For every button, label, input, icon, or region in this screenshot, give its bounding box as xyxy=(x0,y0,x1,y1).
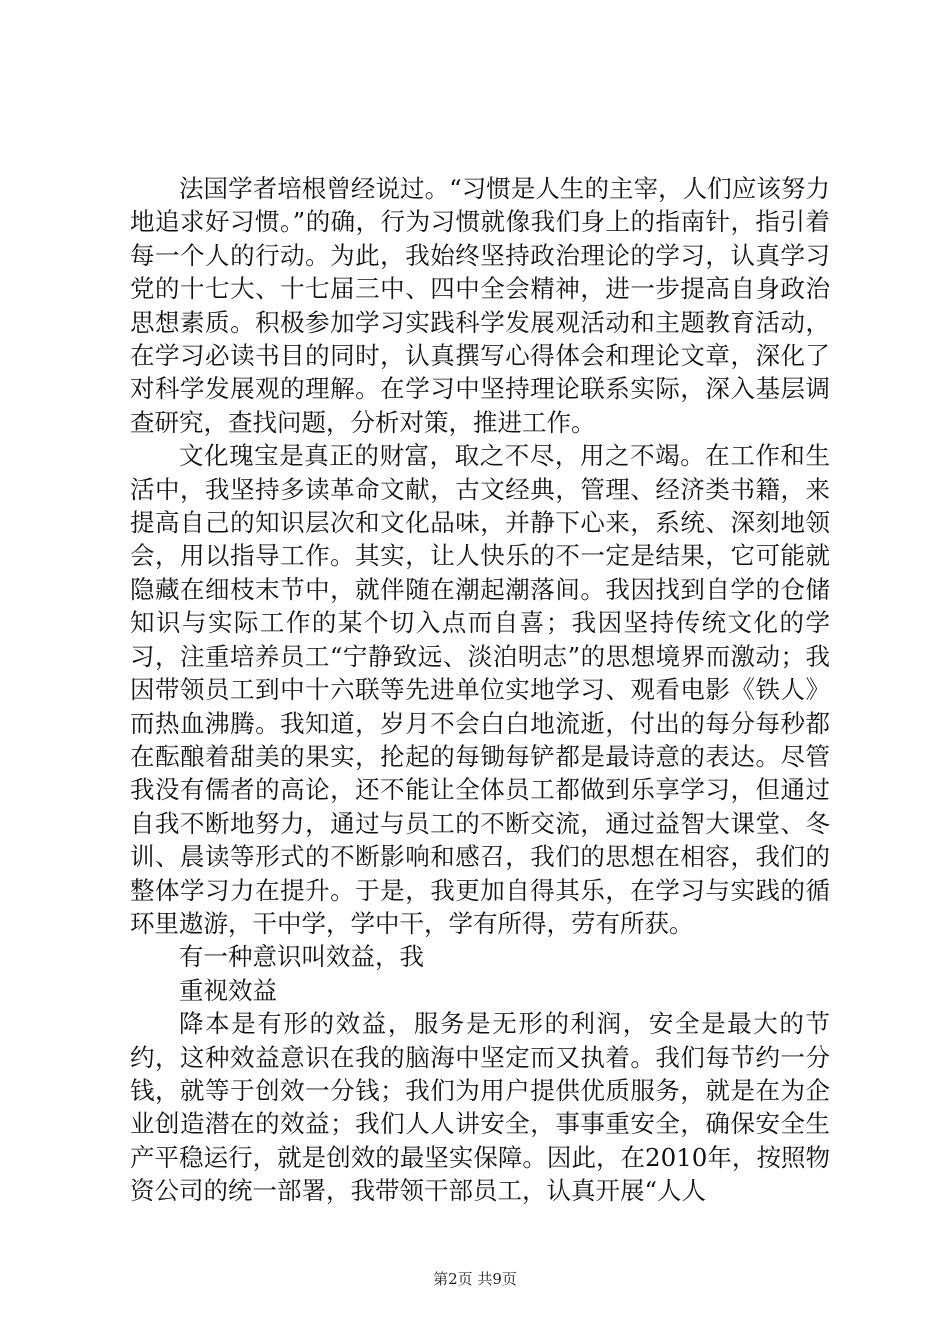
paragraph-benefit-heading-1: 有一种意识叫效益，我 xyxy=(179,942,424,972)
paragraph-habits: 法国学者培根曾经说过。“习惯是人生的主宰，人们应该努力地追求好习惯。”的确，行为习惯就像我们身上的指南针，指引着每一个人的行动。为此，我始终坚持政治理论的学习，认真学习党的十七大、十七届三中、四中全会精神，进一步提高自身政治思想素质。积极参加学习实践科学发展观活动和主题教育活动，在学习必读书目的同时，认真撰写心得体会和理论文章，深化了对科学发展观的理解。在学习中坚持理论联系实际，深入基层调查研究，查找问题，分析对策，推进工作。 xyxy=(130,174,830,437)
paragraph-benefit-heading-2: 重视效益 xyxy=(179,975,277,1005)
document-body xyxy=(130,172,830,1208)
paragraph-culture: 文化瑰宝是真正的财富，取之不尽，用之不竭。在工作和生活中，我坚持多读革命文献，古文经典，管理、经济类书籍，来提高自己的知识层次和文化品味，并静下心来，系统、深刻地领会，用以指导工作。其实，让人快乐的不一定是结果，它可能就隐藏在细枝末节中，就伴随在潮起潮落间。我因找到自学的仓储知识与实际工作的某个切入点而自喜；我因坚持传统文化的学习，注重培养员工“宁静致远、淡泊明志”的思想境界而激动；我因带领员工到中十六联等先进单位实地学习、观看电影《铁人》而热血沸腾。我知道，岁月不会白白地流逝，付出的每分每秒都在酝酿着甜美的果实，抡起的每锄每铲都是最诗意的表达。尽管我没有儒者的高论，还不能让全体员工都做到乐享学习，但通过自我不断地努力，通过与员工的不断交流，通过益智大课堂、冬训、晨读等形式的不断影响和感召，我们的思想在相容，我们的整体学习力在提升。于是，我更加自得其乐，在学习与实践的循环里遨游，干中学，学中干，学有所得，劳有所获。 xyxy=(130,441,830,938)
paragraph-cost-reduction: 降本是有形的效益，服务是无形的利润，安全是最大的节约，这种效益意识在我的脑海中坚定而又执着。我们每节约一分钱，就等于创效一分钱；我们为用户提供优质服务，就是在为企业创造潜在的效益；我们人人讲安全，事事重安全，确保安全生产平稳运行，就是创效的最坚实保障。因此，在2010年，按照物资公司的统一部署，我带领干部员工，认真开展“人人 xyxy=(130,1009,830,1206)
page-footer: 第2页 共9页 xyxy=(433,1270,517,1288)
